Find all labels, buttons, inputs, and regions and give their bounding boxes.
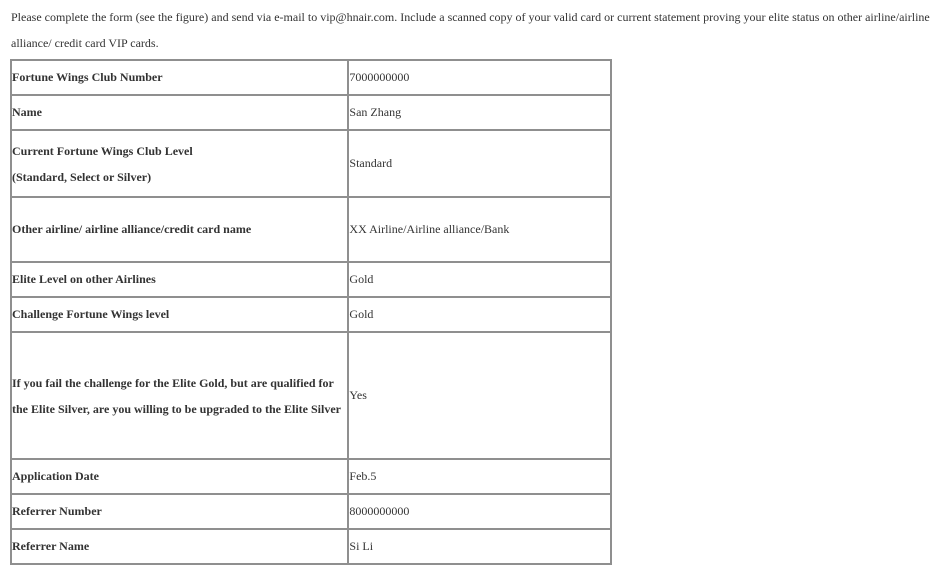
table-row [11, 297, 611, 332]
field-label-current-level [11, 130, 348, 197]
field-label-upgrade-consent-line-1: If you fail the challenge for the Elite Gold, but are qualified for [12, 375, 334, 390]
field-value-challenge-level: Gold [348, 297, 611, 332]
field-value-upgrade-consent: Yes [348, 332, 611, 459]
field-label-upgrade-consent-line-2: the Elite Silver, are you willing to be upgraded to the Elite Silver [12, 401, 341, 416]
table-row [11, 529, 611, 564]
form-instructions: Please complete the form (see the figure) and send via e-mail to vip@hnair.com. Include a scanned copy of your valid card or current statement proving your elite status on other airline/airline alliance/ credit card VIP cards. [11, 10, 930, 50]
field-label-referrer-name: Referrer Name [11, 529, 348, 564]
field-label-elite-level-other: Elite Level on other Airlines [11, 262, 348, 297]
table-row [11, 262, 611, 297]
field-label-name: Name [11, 95, 348, 130]
field-label-club-number: Fortune Wings Club Number [11, 60, 348, 95]
table-row [11, 197, 611, 262]
field-value-club-number: 7000000000 [348, 60, 611, 95]
field-label-current-level-line-1: Current Fortune Wings Club Level [12, 143, 193, 158]
field-value-elite-level-other: Gold [348, 262, 611, 297]
field-label-upgrade-consent [11, 332, 348, 459]
field-value-referrer-name: Si Li [348, 529, 611, 564]
field-label-referrer-number: Referrer Number [11, 494, 348, 529]
field-label-other-airline-name: Other airline/ airline alliance/credit card name [11, 197, 348, 262]
field-label-current-level-line-2: (Standard, Select or Silver) [12, 169, 152, 184]
table-row [11, 459, 611, 494]
field-label-challenge-level: Challenge Fortune Wings level [11, 297, 348, 332]
field-value-name: San Zhang [348, 95, 611, 130]
elite-status-form-table [10, 59, 612, 565]
table-row [11, 332, 611, 459]
table-row [11, 494, 611, 529]
field-value-current-level: Standard [348, 130, 611, 197]
field-value-referrer-number: 8000000000 [348, 494, 611, 529]
field-label-application-date: Application Date [11, 459, 348, 494]
table-row [11, 60, 611, 95]
field-value-other-airline-name: XX Airline/Airline alliance/Bank [348, 197, 611, 262]
field-value-application-date: Feb.5 [348, 459, 611, 494]
table-row [11, 130, 611, 197]
table-row [11, 95, 611, 130]
